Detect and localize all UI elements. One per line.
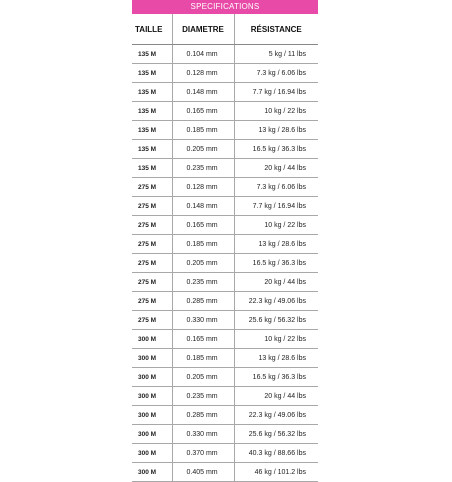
cell-diametre: 0.205 mm bbox=[172, 254, 234, 273]
cell-taille: 135 M bbox=[132, 102, 172, 121]
cell-taille: 275 M bbox=[132, 254, 172, 273]
cell-diametre: 0.185 mm bbox=[172, 121, 234, 140]
cell-taille: 135 M bbox=[132, 121, 172, 140]
cell-diametre: 0.235 mm bbox=[172, 159, 234, 178]
cell-diametre: 0.205 mm bbox=[172, 140, 234, 159]
cell-resistance: 46 kg / 101.2 lbs bbox=[234, 463, 318, 482]
cell-diametre: 0.285 mm bbox=[172, 406, 234, 425]
table-row bbox=[132, 444, 318, 463]
table-row bbox=[132, 292, 318, 311]
cell-resistance: 7.7 kg / 16.94 lbs bbox=[234, 83, 318, 102]
cell-resistance: 20 kg / 44 lbs bbox=[234, 159, 318, 178]
cell-taille: 300 M bbox=[132, 444, 172, 463]
cell-taille: 135 M bbox=[132, 64, 172, 83]
cell-resistance: 20 kg / 44 lbs bbox=[234, 387, 318, 406]
column-header-taille: TAILLE bbox=[132, 14, 172, 45]
table-row bbox=[132, 140, 318, 159]
cell-taille: 135 M bbox=[132, 159, 172, 178]
cell-diametre: 0.330 mm bbox=[172, 311, 234, 330]
table-row bbox=[132, 425, 318, 444]
cell-taille: 300 M bbox=[132, 425, 172, 444]
cell-diametre: 0.330 mm bbox=[172, 425, 234, 444]
cell-diametre: 0.235 mm bbox=[172, 387, 234, 406]
cell-taille: 300 M bbox=[132, 406, 172, 425]
cell-resistance: 10 kg / 22 lbs bbox=[234, 216, 318, 235]
cell-diametre: 0.165 mm bbox=[172, 330, 234, 349]
cell-diametre: 0.165 mm bbox=[172, 102, 234, 121]
cell-diametre: 0.205 mm bbox=[172, 368, 234, 387]
table-row bbox=[132, 349, 318, 368]
cell-resistance: 40.3 kg / 88.66 lbs bbox=[234, 444, 318, 463]
cell-taille: 275 M bbox=[132, 273, 172, 292]
table-row bbox=[132, 330, 318, 349]
table-row bbox=[132, 311, 318, 330]
cell-taille: 300 M bbox=[132, 368, 172, 387]
cell-resistance: 13 kg / 28.6 lbs bbox=[234, 121, 318, 140]
cell-diametre: 0.128 mm bbox=[172, 178, 234, 197]
cell-diametre: 0.185 mm bbox=[172, 349, 234, 368]
column-header-resistance: RÉSISTANCE bbox=[234, 14, 318, 45]
cell-taille: 135 M bbox=[132, 83, 172, 102]
table-row bbox=[132, 102, 318, 121]
specifications-header: SPECIFICATIONS bbox=[132, 0, 318, 14]
cell-resistance: 10 kg / 22 lbs bbox=[234, 330, 318, 349]
cell-diametre: 0.104 mm bbox=[172, 45, 234, 64]
column-header-diametre: DIAMETRE bbox=[172, 14, 234, 45]
table-row bbox=[132, 83, 318, 102]
cell-taille: 300 M bbox=[132, 330, 172, 349]
table-row bbox=[132, 178, 318, 197]
cell-taille: 135 M bbox=[132, 45, 172, 64]
table-row bbox=[132, 159, 318, 178]
table-row bbox=[132, 216, 318, 235]
cell-resistance: 13 kg / 28.6 lbs bbox=[234, 235, 318, 254]
cell-taille: 275 M bbox=[132, 292, 172, 311]
cell-diametre: 0.148 mm bbox=[172, 83, 234, 102]
cell-taille: 275 M bbox=[132, 197, 172, 216]
cell-diametre: 0.235 mm bbox=[172, 273, 234, 292]
cell-taille: 135 M bbox=[132, 140, 172, 159]
table-row bbox=[132, 121, 318, 140]
cell-diametre: 0.405 mm bbox=[172, 463, 234, 482]
table-row bbox=[132, 254, 318, 273]
cell-resistance: 10 kg / 22 lbs bbox=[234, 102, 318, 121]
cell-resistance: 7.3 kg / 6.06 lbs bbox=[234, 178, 318, 197]
cell-diametre: 0.185 mm bbox=[172, 235, 234, 254]
cell-taille: 275 M bbox=[132, 235, 172, 254]
cell-resistance: 22.3 kg / 49.06 lbs bbox=[234, 292, 318, 311]
cell-diametre: 0.285 mm bbox=[172, 292, 234, 311]
cell-resistance: 13 kg / 28.6 lbs bbox=[234, 349, 318, 368]
cell-resistance: 16.5 kg / 36.3 lbs bbox=[234, 254, 318, 273]
cell-diametre: 0.148 mm bbox=[172, 197, 234, 216]
table-row bbox=[132, 273, 318, 292]
cell-resistance: 7.3 kg / 6.06 lbs bbox=[234, 64, 318, 83]
cell-diametre: 0.370 mm bbox=[172, 444, 234, 463]
table-row bbox=[132, 64, 318, 83]
table-row bbox=[132, 387, 318, 406]
cell-resistance: 7.7 kg / 16.94 lbs bbox=[234, 197, 318, 216]
cell-resistance: 25.6 kg / 56.32 lbs bbox=[234, 311, 318, 330]
cell-resistance: 22.3 kg / 49.06 lbs bbox=[234, 406, 318, 425]
cell-diametre: 0.128 mm bbox=[172, 64, 234, 83]
cell-taille: 300 M bbox=[132, 463, 172, 482]
table-row bbox=[132, 406, 318, 425]
cell-diametre: 0.165 mm bbox=[172, 216, 234, 235]
table-row bbox=[132, 463, 318, 482]
specifications-table bbox=[132, 14, 318, 482]
table-header-row bbox=[132, 14, 318, 45]
table-body bbox=[132, 45, 318, 482]
cell-resistance: 5 kg / 11 lbs bbox=[234, 45, 318, 64]
cell-taille: 300 M bbox=[132, 349, 172, 368]
cell-resistance: 16.5 kg / 36.3 lbs bbox=[234, 140, 318, 159]
cell-taille: 275 M bbox=[132, 216, 172, 235]
cell-taille: 275 M bbox=[132, 311, 172, 330]
cell-resistance: 20 kg / 44 lbs bbox=[234, 273, 318, 292]
cell-resistance: 16.5 kg / 36.3 lbs bbox=[234, 368, 318, 387]
cell-taille: 300 M bbox=[132, 387, 172, 406]
table-row bbox=[132, 235, 318, 254]
specifications-sheet bbox=[132, 0, 318, 482]
cell-taille: 275 M bbox=[132, 178, 172, 197]
table-row bbox=[132, 45, 318, 64]
table-row bbox=[132, 197, 318, 216]
table-row bbox=[132, 368, 318, 387]
cell-resistance: 25.6 kg / 56.32 lbs bbox=[234, 425, 318, 444]
